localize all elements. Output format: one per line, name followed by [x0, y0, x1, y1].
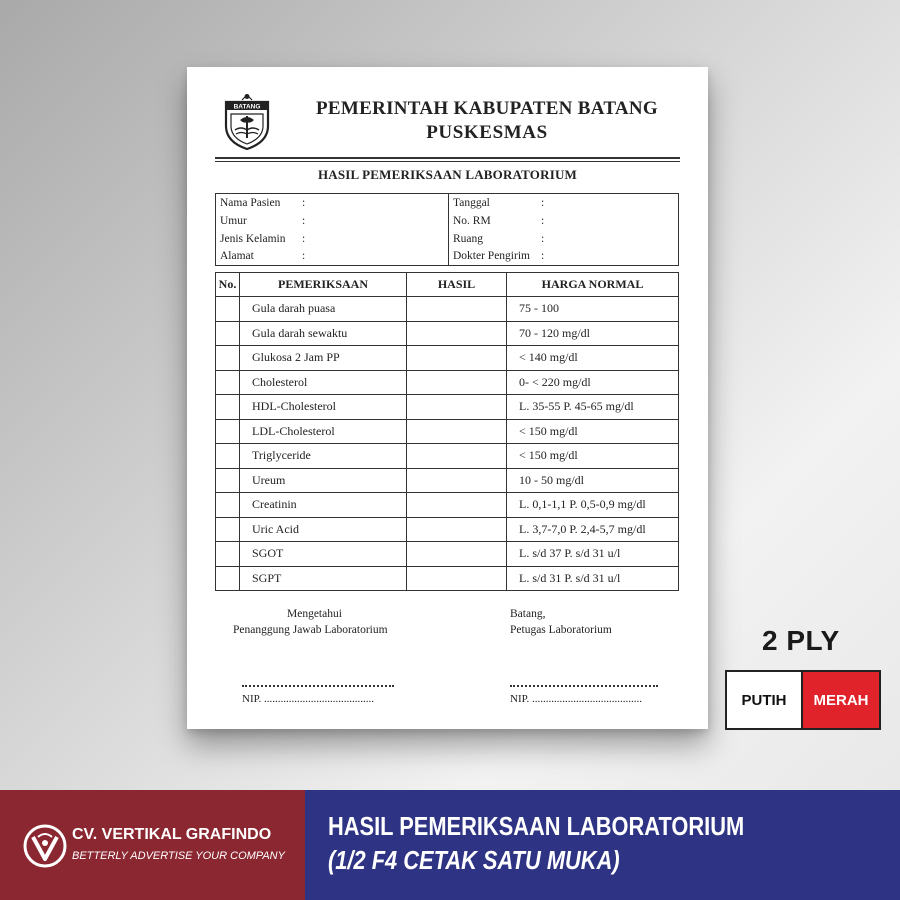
exam-no-cell [216, 542, 240, 567]
exam-row [216, 517, 679, 542]
exam-normal-cell: < 150 mg/dl [507, 419, 679, 444]
exam-row [216, 419, 679, 444]
exam-no-cell [216, 468, 240, 493]
info-left-label: Nama Pasien [220, 196, 281, 209]
info-left-colon: : [302, 214, 306, 227]
exam-name-cell: Glukosa 2 Jam PP [240, 346, 407, 371]
exam-no-cell [216, 517, 240, 542]
exam-normal-cell: 70 - 120 mg/dl [507, 321, 679, 346]
exam-normal-cell: 0- < 220 mg/dl [507, 370, 679, 395]
patient-info-row [216, 212, 679, 230]
exam-result-cell [407, 321, 507, 346]
exam-row [216, 346, 679, 371]
exam-no-cell [216, 566, 240, 591]
vertikal-grafindo-logo-icon [22, 823, 68, 869]
exam-result-cell [407, 395, 507, 420]
ply-color-red: MERAH [803, 670, 881, 730]
header-institution: PUSKESMAS [426, 122, 548, 143]
exam-result-cell [407, 493, 507, 518]
exam-name-cell: Ureum [240, 468, 407, 493]
header-government: PEMERINTAH KABUPATEN BATANG [315, 98, 659, 119]
patient-info-row [216, 194, 679, 212]
exam-row [216, 395, 679, 420]
brand-name: CV. VERTIKAL GRAFINDO [72, 826, 272, 843]
exam-name-cell: Creatinin [240, 493, 407, 518]
info-left-cell [216, 212, 449, 230]
brand-tagline: BETTERLY ADVERTISE YOUR COMPANY [72, 850, 285, 862]
nip-left: NIP. ........................................ [242, 693, 375, 705]
info-right-cell [449, 248, 679, 266]
exam-no-cell [216, 444, 240, 469]
exam-table-header-row [216, 273, 679, 297]
exam-name-cell: Gula darah puasa [240, 297, 407, 322]
info-left-colon: : [302, 232, 306, 245]
sign-right-line2: Petugas Laboratorium [510, 624, 612, 636]
exam-normal-cell: 75 - 100 [507, 297, 679, 322]
batang-crest-logo [222, 92, 272, 150]
exam-result-cell [407, 566, 507, 591]
exam-no-cell [216, 493, 240, 518]
exam-result-cell [407, 419, 507, 444]
exam-result-cell [407, 370, 507, 395]
info-right-cell [449, 194, 679, 212]
info-left-cell [216, 194, 449, 212]
info-right-cell [449, 230, 679, 248]
exam-table [215, 272, 679, 591]
exam-row [216, 444, 679, 469]
exam-normal-cell: L. 0,1-1,1 P. 0,5-0,9 mg/dl [507, 493, 679, 518]
product-subtitle: (1/2 F4 CETAK SATU MUKA) [328, 845, 620, 875]
exam-normal-cell: L. s/d 37 P. s/d 31 u/l [507, 542, 679, 567]
nip-right: NIP. ........................................ [510, 693, 643, 705]
exam-normal-cell: L. 3,7-7,0 P. 2,4-5,7 mg/dl [507, 517, 679, 542]
signature-line-left [242, 685, 394, 687]
info-right-colon: : [541, 196, 545, 209]
info-left-label: Jenis Kelamin [220, 232, 286, 245]
info-right-label: Dokter Pengirim [453, 250, 530, 263]
col-header-no: No. [216, 273, 240, 297]
sign-left-line2: Penanggung Jawab Laboratorium [233, 624, 388, 636]
form-sheet [187, 67, 708, 729]
info-left-colon: : [302, 250, 306, 263]
exam-name-cell: Triglyceride [240, 444, 407, 469]
header-rule-thick [215, 157, 680, 159]
exam-name-cell: HDL-Cholesterol [240, 395, 407, 420]
exam-no-cell [216, 321, 240, 346]
patient-info-row [216, 230, 679, 248]
form-title: HASIL PEMERIKSAAN LABORATORIUM [317, 167, 578, 182]
signature-line-right [510, 685, 658, 687]
info-right-colon: : [541, 214, 545, 227]
ply-color-white: PUTIH [725, 670, 803, 730]
info-right-colon: : [541, 250, 545, 263]
sign-left-line1: Mengetahui [287, 608, 342, 620]
exam-name-cell: Gula darah sewaktu [240, 321, 407, 346]
exam-result-cell [407, 542, 507, 567]
exam-name-cell: SGPT [240, 566, 407, 591]
exam-result-cell [407, 346, 507, 371]
exam-result-cell [407, 297, 507, 322]
exam-normal-cell: < 140 mg/dl [507, 346, 679, 371]
exam-result-cell [407, 468, 507, 493]
col-header-exam: PEMERIKSAAN [240, 273, 407, 297]
exam-row [216, 468, 679, 493]
exam-normal-cell: 10 - 50 mg/dl [507, 468, 679, 493]
exam-row [216, 493, 679, 518]
info-right-colon: : [541, 232, 545, 245]
col-header-result: HASIL [407, 273, 507, 297]
exam-name-cell: Uric Acid [240, 517, 407, 542]
info-left-colon: : [302, 196, 306, 209]
info-left-label: Umur [220, 214, 247, 227]
header-rule-thin [215, 161, 680, 162]
patient-info-table [215, 193, 679, 266]
sign-right-line1: Batang, [510, 608, 546, 620]
exam-row [216, 321, 679, 346]
exam-no-cell [216, 419, 240, 444]
info-right-cell [449, 212, 679, 230]
info-left-cell [216, 248, 449, 266]
exam-no-cell [216, 297, 240, 322]
exam-result-cell [407, 517, 507, 542]
exam-name-cell: SGOT [240, 542, 407, 567]
exam-row [216, 370, 679, 395]
info-left-label: Alamat [220, 250, 254, 263]
exam-result-cell [407, 444, 507, 469]
ply-label: 2 PLY [762, 625, 840, 656]
exam-normal-cell: < 150 mg/dl [507, 444, 679, 469]
info-right-label: Tanggal [453, 196, 490, 209]
col-header-normal: HARGA NORMAL [507, 273, 679, 297]
exam-row [216, 542, 679, 567]
info-right-label: No. RM [453, 214, 491, 227]
exam-normal-cell: L. 35-55 P. 45-65 mg/dl [507, 395, 679, 420]
exam-name-cell: Cholesterol [240, 370, 407, 395]
patient-info-row [216, 248, 679, 266]
product-title: HASIL PEMERIKSAAN LABORATORIUM [328, 811, 745, 841]
exam-no-cell [216, 370, 240, 395]
exam-no-cell [216, 395, 240, 420]
exam-row [216, 297, 679, 322]
info-right-label: Ruang [453, 232, 484, 245]
exam-no-cell [216, 346, 240, 371]
exam-row [216, 566, 679, 591]
info-left-cell [216, 230, 449, 248]
logo-text: BATANG [233, 103, 261, 111]
exam-name-cell: LDL-Cholesterol [240, 419, 407, 444]
exam-normal-cell: L. s/d 31 P. s/d 31 u/l [507, 566, 679, 591]
